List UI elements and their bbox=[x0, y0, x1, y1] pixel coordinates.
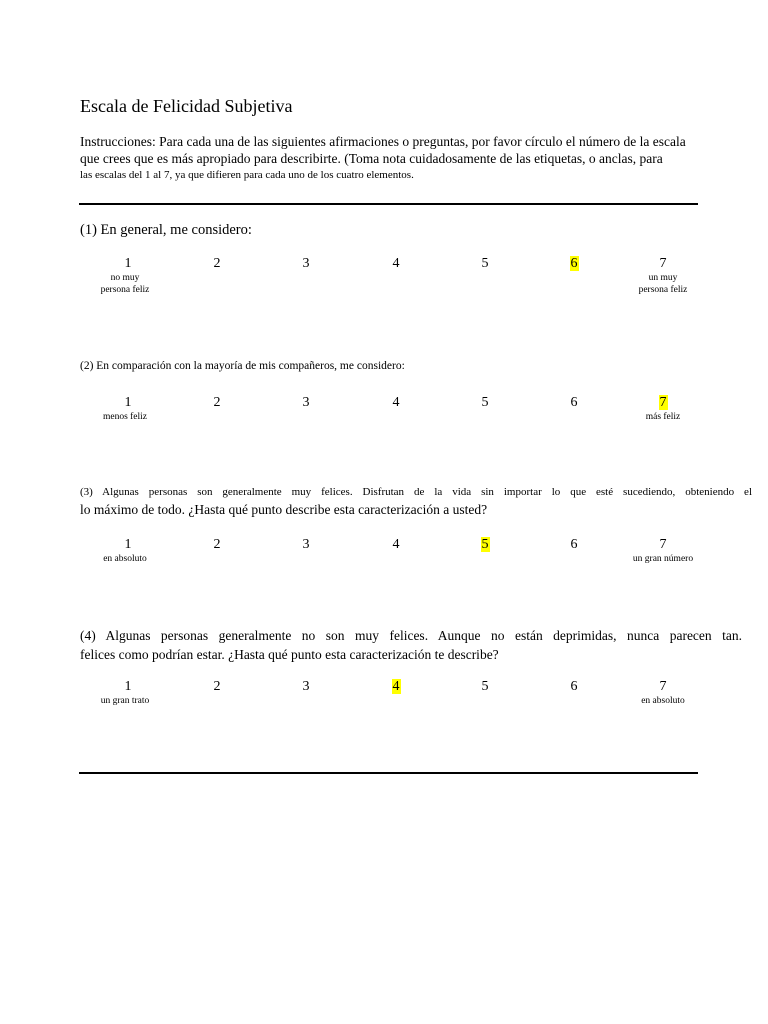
scale-number: 5 bbox=[481, 679, 489, 694]
scale-option-7[interactable] bbox=[648, 256, 678, 272]
question-4-scale bbox=[0, 679, 768, 719]
scale-number: 6 bbox=[570, 395, 578, 410]
scale-option-7[interactable] bbox=[648, 395, 678, 411]
scale-option-6[interactable] bbox=[559, 537, 589, 553]
scale-option-3[interactable] bbox=[291, 256, 321, 272]
right-anchor-line: en absoluto bbox=[641, 696, 685, 706]
left-anchor-line: no muy bbox=[110, 273, 140, 283]
scale-number: 1 bbox=[124, 537, 132, 552]
question-2-text: (2) En comparación con la mayoría de mis compañeros, me considero: bbox=[80, 360, 405, 372]
left-anchor-line: en absoluto bbox=[103, 554, 147, 564]
scale-number: 1 bbox=[124, 256, 132, 271]
scale-option-5[interactable] bbox=[470, 679, 500, 695]
scale-option-1[interactable] bbox=[113, 679, 143, 695]
scale-number: 3 bbox=[302, 537, 310, 552]
left-anchor-label bbox=[70, 411, 180, 423]
right-anchor-line: un gran número bbox=[632, 554, 694, 564]
scale-number: 2 bbox=[213, 679, 221, 694]
scale-number: 6 bbox=[570, 679, 578, 694]
question-1-text: (1) En general, me considero: bbox=[80, 222, 252, 238]
right-anchor-label bbox=[608, 272, 718, 296]
scale-number: 5 bbox=[481, 537, 489, 552]
scale-option-2[interactable] bbox=[202, 537, 232, 553]
scale-number: 2 bbox=[213, 256, 221, 271]
question-3-line-1: (3) Algunas personas son generalmente muy felices. Disfrutan de la vida sin importar lo que esté sucediendo, obteniendo el bbox=[80, 486, 752, 498]
scale-option-6[interactable] bbox=[559, 256, 589, 272]
left-anchor-line: persona feliz bbox=[100, 285, 150, 295]
scale-number: 6 bbox=[570, 256, 578, 271]
scale-option-1[interactable] bbox=[113, 256, 143, 272]
scale-option-3[interactable] bbox=[291, 679, 321, 695]
scale-number: 2 bbox=[213, 537, 221, 552]
question-4-line-1: (4) Algunas personas generalmente no son muy felices. Aunque no están deprimidas, nunca parecen tan. bbox=[80, 628, 742, 643]
scale-number: 3 bbox=[302, 679, 310, 694]
scale-option-4[interactable] bbox=[381, 537, 411, 553]
scale-option-7[interactable] bbox=[648, 679, 678, 695]
scale-number: 4 bbox=[392, 395, 400, 410]
scale-number: 5 bbox=[481, 256, 489, 271]
scale-number: 7 bbox=[659, 256, 667, 271]
scale-option-6[interactable] bbox=[559, 679, 589, 695]
scale-option-5[interactable] bbox=[470, 256, 500, 272]
left-anchor-line: menos feliz bbox=[102, 412, 148, 422]
instructions-line-1: Instrucciones: Para cada una de las siguientes afirmaciones o preguntas, por favor círculo el número de la escala bbox=[80, 134, 686, 149]
scale-option-6[interactable] bbox=[559, 395, 589, 411]
scale-option-2[interactable] bbox=[202, 395, 232, 411]
scale-option-2[interactable] bbox=[202, 679, 232, 695]
scale-number: 4 bbox=[392, 679, 400, 694]
question-2-scale bbox=[0, 395, 768, 435]
right-anchor-label bbox=[608, 411, 718, 423]
scale-number: 3 bbox=[302, 256, 310, 271]
left-anchor-label bbox=[70, 553, 180, 565]
page-title: Escala de Felicidad Subjetiva bbox=[80, 96, 293, 116]
question-4-line-2: felices como podrían estar. ¿Hasta qué punto esta caracterización te describe? bbox=[80, 647, 499, 662]
scale-option-1[interactable] bbox=[113, 395, 143, 411]
scale-number: 7 bbox=[659, 679, 667, 694]
scale-number: 2 bbox=[213, 395, 221, 410]
scale-option-2[interactable] bbox=[202, 256, 232, 272]
right-anchor-line: un muy bbox=[648, 273, 678, 283]
left-anchor-label bbox=[70, 272, 180, 296]
scale-option-7[interactable] bbox=[648, 537, 678, 553]
right-anchor-label bbox=[608, 695, 718, 707]
scale-number: 4 bbox=[392, 537, 400, 552]
question-3-scale bbox=[0, 537, 768, 577]
scale-option-4[interactable] bbox=[381, 395, 411, 411]
scale-number: 3 bbox=[302, 395, 310, 410]
scale-option-3[interactable] bbox=[291, 395, 321, 411]
question-3-line-2: lo máximo de todo. ¿Hasta qué punto describe esta caracterización a usted? bbox=[80, 502, 488, 517]
right-anchor-line: persona feliz bbox=[638, 285, 688, 295]
scale-number: 5 bbox=[481, 395, 489, 410]
scale-number: 1 bbox=[124, 679, 132, 694]
scale-option-1[interactable] bbox=[113, 537, 143, 553]
question-1-scale bbox=[0, 256, 768, 296]
scale-number: 4 bbox=[392, 256, 400, 271]
scale-option-3[interactable] bbox=[291, 537, 321, 553]
scale-number: 7 bbox=[659, 395, 667, 410]
right-anchor-label bbox=[608, 553, 718, 565]
scale-number: 1 bbox=[124, 395, 132, 410]
scale-option-4[interactable] bbox=[381, 256, 411, 272]
scale-option-5[interactable] bbox=[470, 395, 500, 411]
right-anchor-line: más feliz bbox=[645, 412, 681, 422]
top-divider bbox=[79, 203, 698, 205]
bottom-divider bbox=[79, 772, 698, 774]
scale-number: 7 bbox=[659, 537, 667, 552]
left-anchor-label bbox=[70, 695, 180, 707]
instructions-line-2: que crees que es más apropiado para describirte. (Toma nota cuidadosamente de las etiquetas, o anclas, para bbox=[80, 151, 663, 166]
scale-option-5[interactable] bbox=[470, 537, 500, 553]
left-anchor-line: un gran trato bbox=[100, 696, 150, 706]
scale-number: 6 bbox=[570, 537, 578, 552]
instructions-line-3: las escalas del 1 al 7, ya que difieren para cada uno de los cuatro elementos. bbox=[80, 169, 414, 181]
scale-option-4[interactable] bbox=[381, 679, 411, 695]
